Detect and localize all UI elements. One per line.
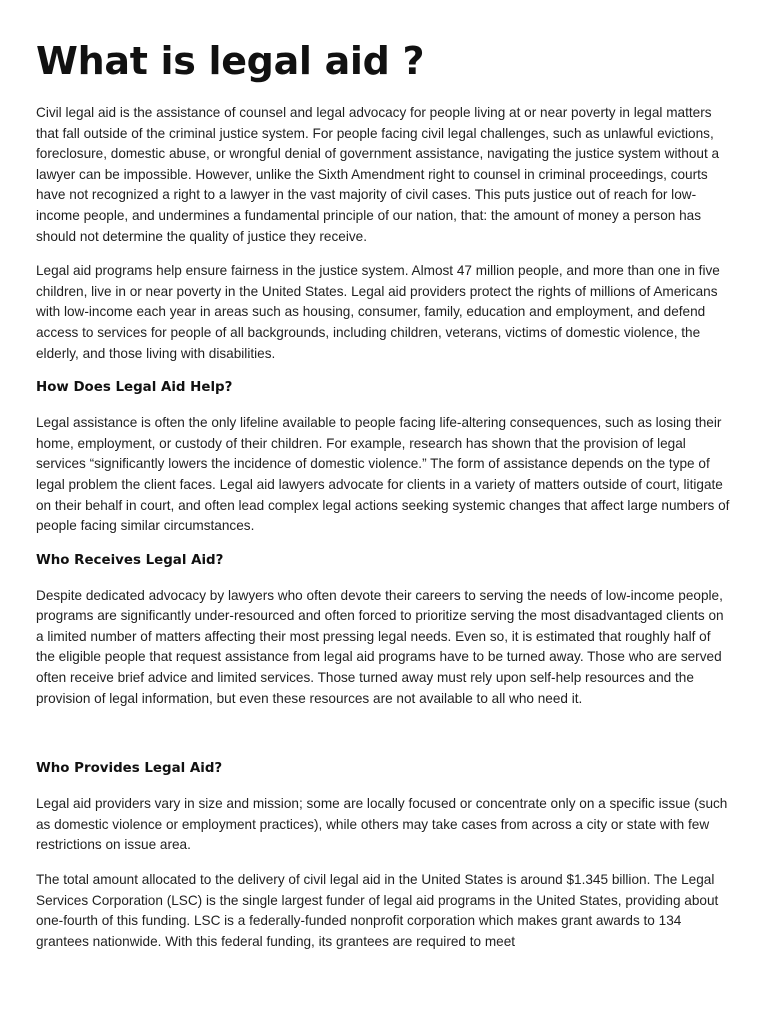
section-spacer (36, 723, 733, 759)
page-title: What is legal aid ? (36, 39, 425, 83)
intro-paragraph-2: Legal aid programs help ensure fairness in the justice system. Almost 47 million people, and more than one in five children, live in or near poverty in the United States. Legal aid providers protect the rights of millions of Americans with low-income each year in areas such as housing, consumer, family, education and employment, and defend access to services for people of all backgrounds, including children, veterans, victims of domestic violence, the elderly, and those living with disabilities. (36, 263, 720, 361)
section-who-provides-paragraph-1: Legal aid providers vary in size and mission; some are locally focused or concentrate only on a specific issue (such as domestic violence or employment practices), while others may take cases from across a city or state with few restrictions on issue area. (36, 796, 728, 853)
section-how-help-paragraph-1: Legal assistance is often the only lifeline available to people facing life-altering consequences, such as losing their home, employment, or custody of their children. For example, research has shown that the provision of legal services “significantly lowers the incidence of domestic violence.” The form of assistance depends on the type of legal problem the client faces. Legal aid lawyers advocate for clients in a variety of matters outside of court, litigate on their behalf in court, and often lead complex legal actions seeking systemic changes that affect large numbers of people facing similar circumstances. (36, 415, 730, 534)
section-heading-who-provides: Who Provides Legal Aid? (36, 761, 223, 777)
section-heading-how-help: How Does Legal Aid Help? (36, 380, 233, 396)
section-heading-who-receives: Who Receives Legal Aid? (36, 552, 224, 568)
section-who-receives-paragraph-1: Despite dedicated advocacy by lawyers who often devote their careers to serving the needs of low-income people, programs are significantly under-resourced and often forced to prioritize serving the most disadvantaged clients on a limited number of matters affecting their most pressing legal needs. Even so, it is estimated that roughly half of the eligible people that request assistance from legal aid programs have to be turned away. Those who are served often receive brief advice and limited services. Those turned away must rely upon self-help resources and the provision of legal information, but even these resources are not available to all who need it. (36, 587, 724, 706)
section-who-provides-paragraph-2: The total amount allocated to the delivery of civil legal aid in the United States is around $1.345 billion. The Legal Services Corporation (LSC) is the single largest funder of legal aid programs in the United States, providing about one-fourth of this funding. LSC is a federally-funded nonprofit corporation which makes grant awards to 134 grantees nationwide. With this federal funding, its grantees are required to meet (36, 872, 719, 949)
intro-paragraph-1: Civil legal aid is the assistance of counsel and legal advocacy for people living at or near poverty in legal matters that fall outside of the criminal justice system. For people facing civil legal challenges, such as unlawful evictions, foreclosure, domestic abuse, or wrongful denial of government assistance, navigating the justice system without a lawyer can be impossible. However, unlike the Sixth Amendment right to counsel in criminal proceedings, courts have not recognized a right to a lawyer in the vast majority of civil cases. This puts justice out of reach for low-income people, and undermines a fundamental principle of our nation, that: the amount of money a person has should not determine the quality of justice they receive. (36, 105, 720, 244)
